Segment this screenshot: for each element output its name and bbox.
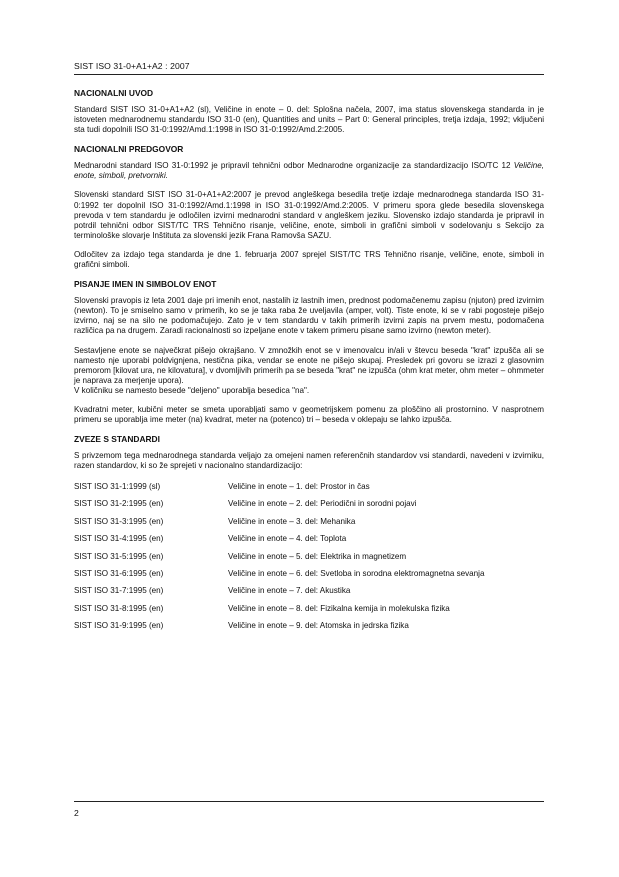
section-nacionalni-predgovor (74, 144, 544, 270)
paragraph: S privzemom tega mednarodnega standarda veljajo za omejeni namen referenčnih standardov vsi standardi, navedeni v izvirniku, razen standardov, ki so že sprejeti v nacionalno standardizacijo: (74, 451, 544, 471)
standard-code: SIST ISO 31-8:1995 (en) (74, 603, 164, 613)
table-row (74, 583, 544, 600)
table-row (74, 617, 544, 634)
table-row (74, 531, 544, 548)
standard-code: SIST ISO 31-7:1995 (en) (74, 586, 164, 596)
paragraph: V količniku se namesto besede "deljeno" uporablja besedica "na". (74, 385, 310, 395)
paragraph-text: Mednarodni standard ISO 31-0:1992 je pripravil tehnični odbor Mednarodne organizacije za standardizacijo ISO/TC 12 (74, 161, 514, 171)
table-row (74, 496, 544, 513)
paragraph: Kvadratni meter, kubični meter se smeta uporabljati samo v geometrijskem pomenu za ploščino ali prostornino. V nasprotnem primeru se uporablja ime meter (na) kvadrat, meter na (potenco) tri – beseda v oklepaju se lahko izpušča. (74, 404, 544, 425)
paragraph: Standard SIST ISO 31-0+A1+A2 (sl), Veličine in enote – 0. del: Splošna načela, 2007, ima status slovenskega standarda in je istoveten mednarodnemu standardu ISO 31-0 (en), Quantities and units – Part 0: General principles, tretja izdaja, 1992; vključeni sta tudi dopolnili ISO 31-0:1992/Amd.1:1998 in ISO 31-0:1992/Amd.2:2005. (74, 105, 544, 135)
paragraph (74, 161, 544, 181)
paragraph-italic-text: Veličine, enote, simboli, pretvorniki. (74, 161, 544, 181)
table-row (74, 565, 544, 582)
section-heading: PISANJE IMEN IN SIMBOLOV ENOT (74, 279, 217, 290)
standard-title: Veličine in enote – 5. del: Elektrika in magnetizem (228, 551, 407, 561)
section-heading: NACIONALNI PREDGOVOR (74, 144, 184, 155)
standard-title: Veličine in enote – 1. del: Prostor in čas (228, 481, 370, 491)
page-number: 2 (74, 808, 79, 818)
standard-title: Veličine in enote – 6. del: Svetloba in sorodna elektromagnetna sevanja (228, 568, 485, 578)
section-heading: NACIONALNI UVOD (74, 88, 154, 98)
standard-code: SIST ISO 31-3:1995 (en) (74, 516, 164, 526)
table-row (74, 548, 544, 565)
section-heading: ZVEZE S STANDARDI (74, 434, 160, 445)
table-row (74, 478, 544, 495)
standard-code: SIST ISO 31-5:1995 (en) (74, 551, 164, 561)
standard-code: SIST ISO 31-9:1995 (en) (74, 621, 164, 631)
standard-title: Veličine in enote – 7. del: Akustika (228, 586, 351, 596)
section-pisanje-imen (74, 279, 544, 425)
paragraph: Odločitev za izdajo tega standarda je dne 1. februarja 2007 sprejel SIST/TC TRS Tehnično risanje, veličine, enote, simboli in grafični simboli. (74, 249, 544, 270)
standard-title: Veličine in enote – 3. del: Mehanika (228, 516, 356, 526)
standard-code: SIST ISO 31-2:1995 (en) (74, 499, 164, 509)
table-row (74, 513, 544, 530)
paragraph: Slovenski pravopis iz leta 2001 daje pri imenih enot, nastalih iz lastnih imen, prednost podomačenemu zapisu (njuton) pred izvirnim (newton). To je smiselno samo v primerih, ko se je taka raba že uveljavila (amper, volt). Tiste enote, ki se v rabi pogosteje pišejo izvirno, naj se na silo ne podomačujejo. Zato je v tem standardu v takih primerih izvirni zapis na prvem mestu, podomačena različica pa na drugem. Zaradi racionalnosti so izpeljane enote v takem primeru pisane samo izvirno (newton meter). (74, 296, 544, 336)
paragraph: Sestavljene enote se največkrat pišejo okrajšano. V zmnožkih enot se v imenovalcu in/ali v števcu beseda "krat" izpušča ali se namesto nje uporabi poldvignjena, nestična pika, vendar se enote ne pišejo skupaj. Presledek pri govoru se izrazi z glasovnim premorom [kilovat ura, ne kilovatura], v dvomljivih primerih pa se beseda "krat" ne izpušča (ohm krat meter, ohm meter – ohmmeter je naprava za merjenje upora). (74, 345, 544, 385)
standard-title: Veličine in enote – 4. del: Toplota (228, 534, 347, 544)
table-row (74, 600, 544, 617)
standard-code: SIST ISO 31-6:1995 (en) (74, 568, 164, 578)
section-zveze-s-standardi (74, 434, 544, 635)
standard-title: Veličine in enote – 8. del: Fizikalna kemija in molekulska fizika (228, 603, 450, 613)
section-nacionalni-uvod (74, 88, 544, 135)
standard-code: SIST ISO 31-4:1995 (en) (74, 534, 164, 544)
standard-code: SIST ISO 31-1:1999 (sl) (74, 481, 161, 491)
standard-title: Veličine in enote – 9. del: Atomska in jedrska fizika (228, 621, 409, 631)
paragraph: Slovenski standard SIST ISO 31-0+A1+A2:2007 je prevod angleškega besedila tretje izdaje mednarodnega standarda ISO 31-0:1992 ter dopolnil ISO 31-0:1992/Amd.1:1998 in ISO 31-0:1992/Amd.2:2005. V primeru spora glede besedila slovenskega prevoda v tem standardu je odločilen izvirni mednarodni standard v angleškem jeziku. Slovensko izdajo standarda je pripravil in potrdil tehnični odbor SIST/TC TRS Tehnično risanje, veličine, enote, simboli in grafični simboli v sodelovanju s Sekcijo za terminološke slovarje Inštituta za slovenski jezik Frana Ramovša SAZU. (74, 190, 544, 240)
header-rule (74, 74, 544, 75)
standards-table (74, 478, 544, 635)
standard-title: Veličine in enote – 2. del: Periodični in sorodni pojavi (228, 499, 417, 509)
footer-rule (74, 801, 544, 802)
page-content (74, 88, 544, 635)
running-header: SIST ISO 31-0+A1+A2 : 2007 (74, 61, 190, 71)
